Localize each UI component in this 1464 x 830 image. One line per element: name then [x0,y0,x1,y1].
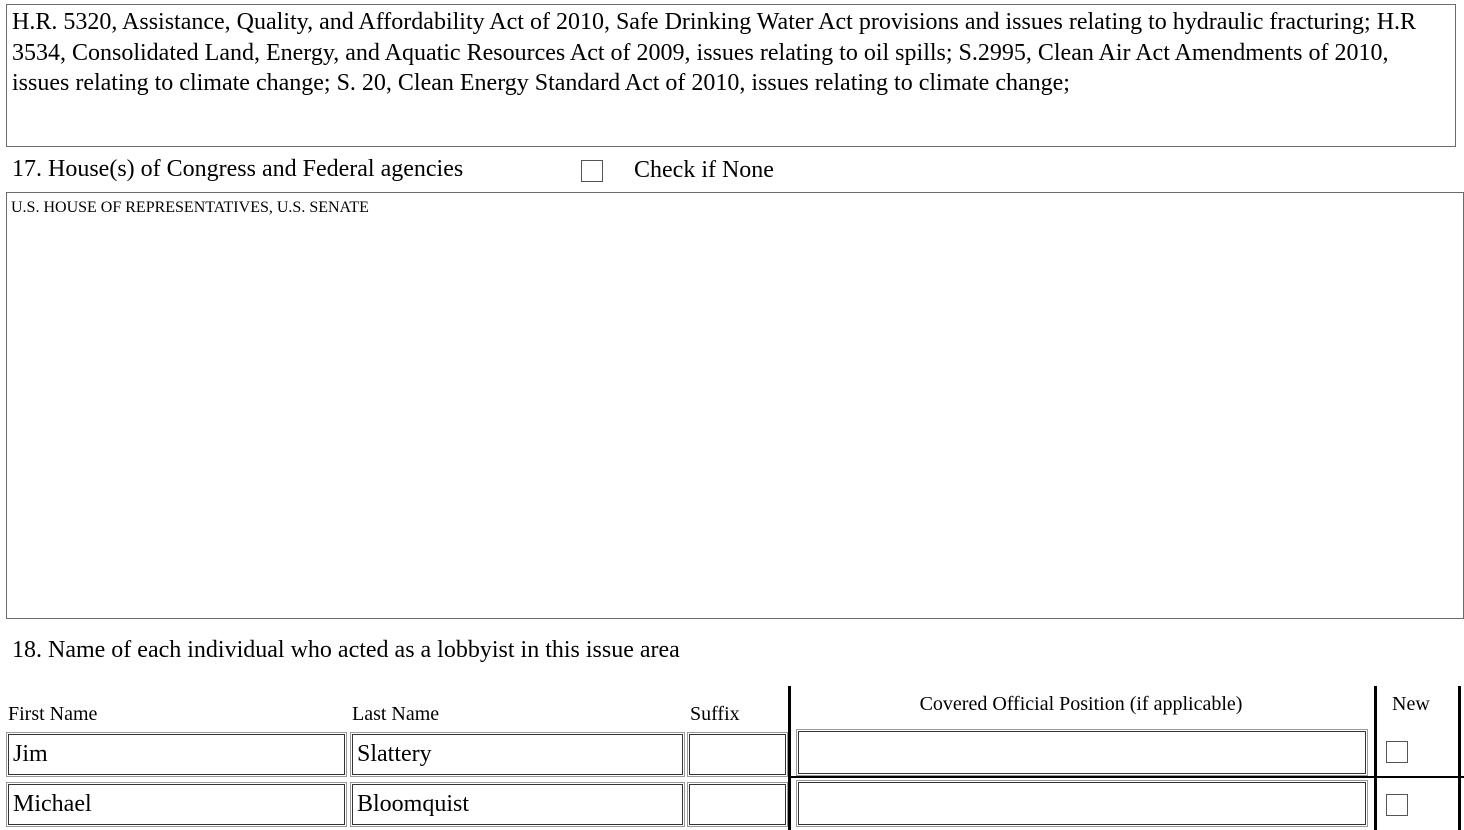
table-divider [1374,686,1377,830]
last-name-header: Last Name [352,703,440,725]
new-checkbox[interactable] [1386,741,1408,763]
suffix-field[interactable] [689,734,786,775]
last-name-field[interactable]: Bloomquist [352,784,683,825]
first-name-header: First Name [8,703,98,725]
first-name-field[interactable]: Jim [8,734,345,775]
suffix-field[interactable] [689,784,786,825]
new-header: New [1392,693,1430,715]
section-18-label: 18. Name of each individual who acted as a lobbyist in this issue area [12,637,680,663]
specific-issues-textarea[interactable]: H.R. 5320, Assistance, Quality, and Affordability Act of 2010, Safe Drinking Water Act provisions and issues relating to hydraulic fracturing; H.R 3534, Consolidated Land, Energy, and Aquatic Resources Act of 2009, issues relating to oil spills; S.2995, Clean Air Act Amendments of 2010, issues relating to climate change; S. 20, Clean Energy Standard Act of 2010, issues relating to climate change; [6,4,1456,147]
covered-position-header: Covered Official Position (if applicable) [919,693,1243,715]
last-name-field[interactable]: Slattery [352,734,683,775]
table-row-divider [788,776,1464,778]
houses-agencies-textarea[interactable]: U.S. HOUSE OF REPRESENTATIVES, U.S. SENATE [6,192,1464,619]
check-if-none-label: Check if None [634,157,774,183]
covered-position-field[interactable] [798,782,1366,825]
table-divider [788,686,791,830]
section-17-label: 17. House(s) of Congress and Federal agencies [12,156,464,182]
check-if-none-checkbox[interactable] [581,160,603,182]
suffix-header: Suffix [690,703,740,725]
new-checkbox[interactable] [1386,794,1408,816]
first-name-field[interactable]: Michael [8,784,345,825]
table-divider [1458,686,1461,830]
covered-position-field[interactable] [798,731,1366,774]
